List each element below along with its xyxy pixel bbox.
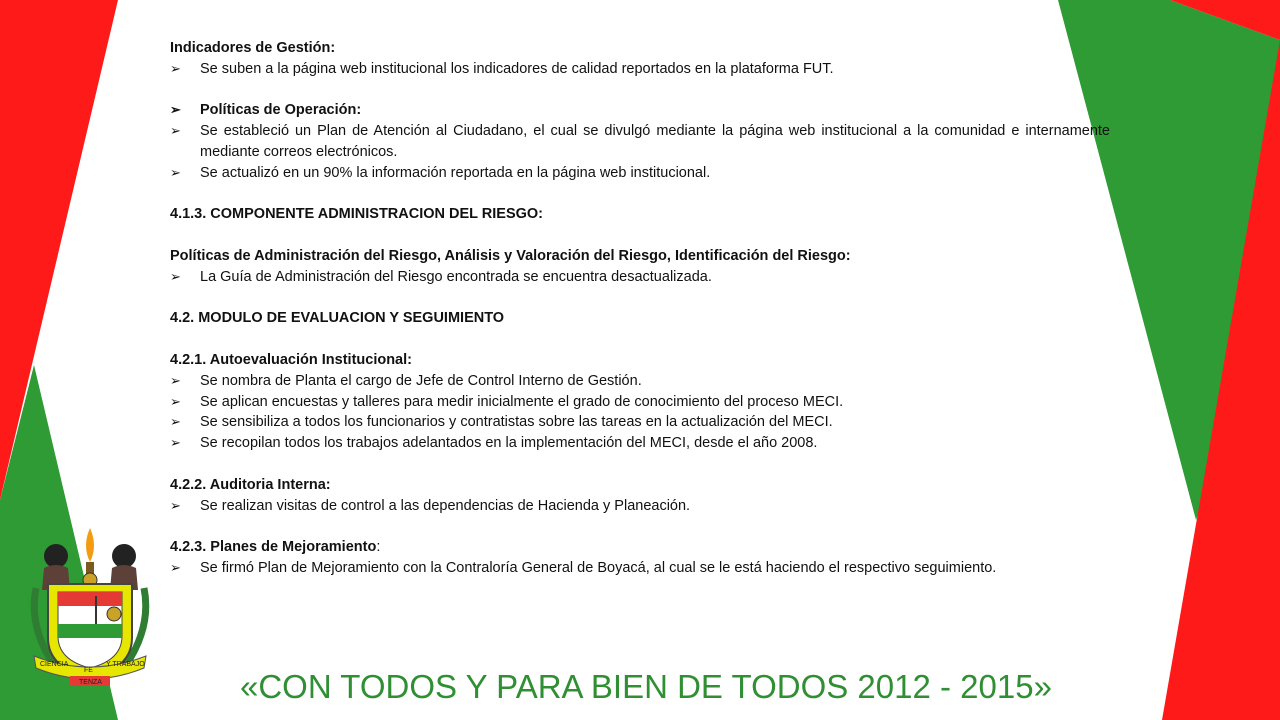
bullet-arrow-icon: ➢ — [170, 164, 181, 180]
list-item: ➢ Se realizan visitas de control a las dependencias de Hacienda y Planeación. — [170, 496, 1110, 517]
heading-componente-riesgo: 4.1.3. COMPONENTE ADMINISTRACION DEL RIESGO: — [170, 206, 544, 223]
bullet-arrow-icon: ➢ — [170, 559, 181, 575]
bullet-arrow-icon: ➢ — [170, 435, 181, 451]
report-content — [170, 38, 1110, 579]
bullet-arrow-icon: ➢ — [170, 372, 181, 388]
bullet-arrow-icon: ➢ — [170, 393, 181, 409]
list-item: ➢ Se firmó Plan de Mejoramiento con la Contraloría General de Boyacá, al cual se le está haciendo el respectivo seguimiento. — [170, 558, 1110, 579]
list-item: ➢ La Guía de Administración del Riesgo encontrada se encuentra desactualizada. — [170, 267, 1110, 288]
list-item: ➢ Se aplican encuestas y talleres para medir inicialmente el grado de conocimiento del proceso MECI. — [170, 392, 1110, 413]
bullet-arrow-icon: ➢ — [170, 123, 181, 139]
footer-slogan: «CON TODOS Y PARA BIEN DE TODOS 2012 - 2015» — [240, 668, 1052, 705]
municipal-seal-logo — [26, 528, 154, 688]
section-title-politicas: ➢ Políticas de Operación: — [170, 100, 1110, 121]
bullet-arrow-icon: ➢ — [170, 60, 181, 76]
bullet-arrow-icon: ➢ — [170, 414, 181, 430]
section-title-autoevaluacion: 4.2.1. Autoevaluación Institucional: — [170, 351, 412, 368]
seal-motto-center: FE — [84, 667, 93, 674]
seal-motto-left: CIENCIA — [40, 661, 69, 668]
list-item: ➢ Se estableció un Plan de Atención al Ciudadano, el cual se divulgó mediante la página web institucional a la comunidad e internamente mediante correos electrónicos. — [170, 123, 1110, 160]
list-item: ➢ Se recopilan todos los trabajos adelantados en la implementación del MECI, desde el año 2008. — [170, 433, 1110, 454]
bullet-arrow-icon: ➢ — [170, 268, 181, 284]
list-item: ➢ Se actualizó en un 90% la información reportada en la página web institucional. — [170, 163, 1110, 184]
bullet-arrow-icon: ➢ — [170, 102, 181, 118]
section-title-auditoria: 4.2.2. Auditoria Interna: — [170, 476, 331, 493]
list-item: ➢ Se sensibiliza a todos los funcionarios y contratistas sobre las tareas en la actualización del MECI. — [170, 412, 1110, 433]
heading-modulo-evaluacion: 4.2. MODULO DE EVALUACION Y SEGUIMIENTO — [170, 310, 505, 327]
seal-bottom-text: TENZA — [79, 679, 102, 686]
bullet-arrow-icon: ➢ — [170, 497, 181, 513]
seal-motto-right: Y TRABAJO — [106, 661, 145, 668]
list-item: ➢ Se nombra de Planta el cargo de Jefe de Control Interno de Gestión. — [170, 371, 1110, 392]
left-red-stripe — [0, 0, 118, 500]
list-item: ➢ Se suben a la página web institucional los indicadores de calidad reportados en la plataforma FUT. — [170, 59, 1110, 80]
section-title-planes: 4.2.3. Planes de Mejoramiento: — [170, 539, 381, 556]
subheading-politicas-riesgo: Políticas de Administración del Riesgo, Análisis y Valoración del Riesgo, Identificación del Riesgo: — [170, 247, 851, 264]
section-title-indicadores: Indicadores de Gestión: — [170, 40, 336, 56]
